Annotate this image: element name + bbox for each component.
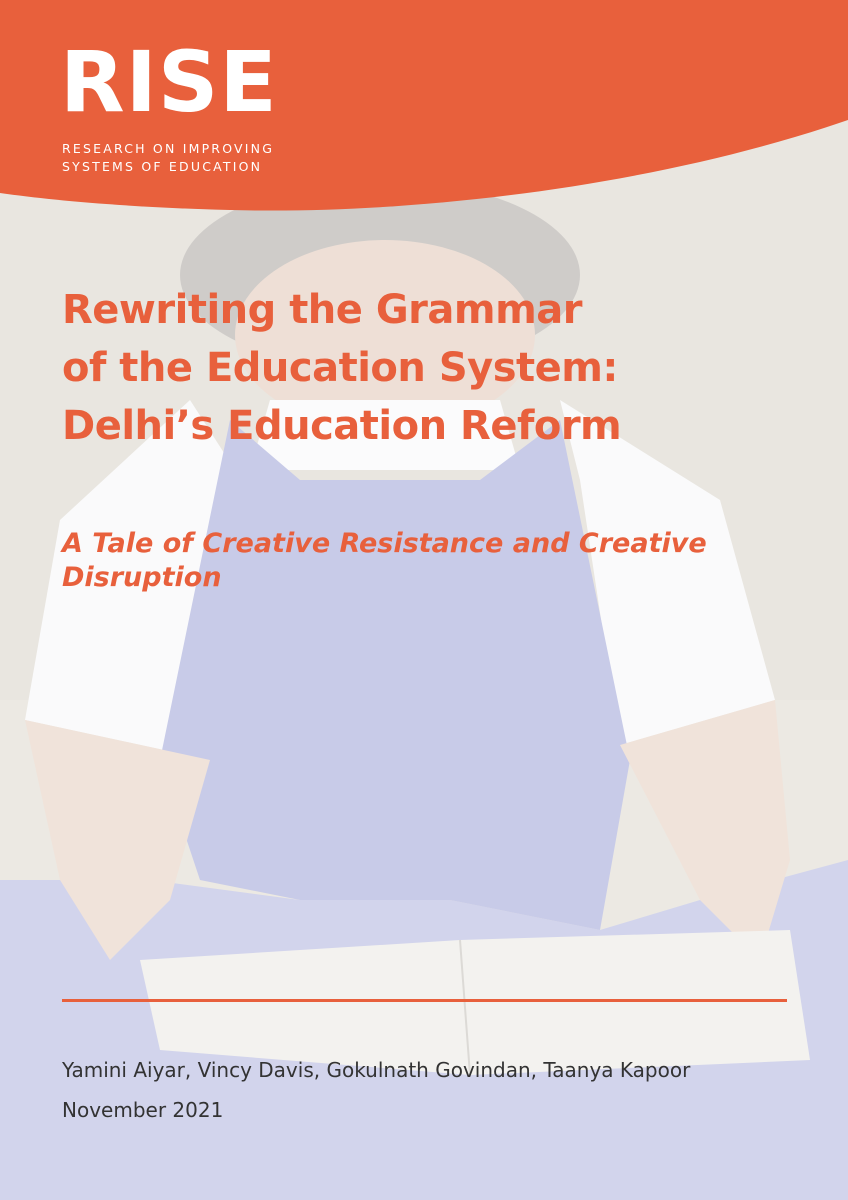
report-authors: Yamini Aiyar, Vincy Davis, Gokulnath Govindan, Taanya Kapoor bbox=[62, 1058, 691, 1082]
report-subtitle-line-2: Disruption bbox=[62, 562, 222, 593]
report-title-line-1: Rewriting the Grammar bbox=[62, 287, 582, 333]
report-title-line-2: of the Education System: bbox=[62, 345, 618, 391]
logo-tagline-line-2: SYSTEMS OF EDUCATION bbox=[62, 159, 263, 174]
rise-logo-wordmark: RISE bbox=[60, 33, 278, 131]
report-subtitle-line-1: A Tale of Creative Resistance and Creative bbox=[62, 528, 707, 559]
report-title bbox=[62, 281, 822, 455]
divider-line bbox=[62, 999, 787, 1002]
logo-tagline-line-1: RESEARCH ON IMPROVING bbox=[62, 141, 275, 156]
report-title-line-3: Delhi’s Education Reform bbox=[62, 403, 622, 449]
report-subtitle bbox=[62, 527, 822, 595]
publication-date: November 2021 bbox=[62, 1098, 224, 1122]
